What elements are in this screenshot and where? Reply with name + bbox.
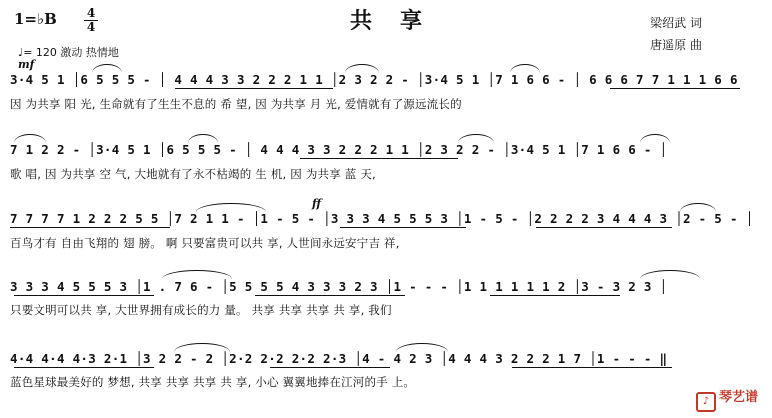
system-5-notes: 4·4 4·4 4·3 2·1 │3 2 2 - 2 │2·2 2·2 2·2 2·3 │4 - 4 2 3 │4 4 4 3 2 2 2 1 7 │1 - - - ‖ bbox=[10, 351, 668, 366]
slur bbox=[188, 134, 218, 143]
system-3-notes: 7 7 7 7 1 2 2 2 5 5 │7 2 1 1 - │1 - 5 - │3 3 3 4 5 5 5 3 │1 - 5 - │2 2 2 2 3 4 4 4 3 │2 - 5 - │ bbox=[10, 211, 754, 226]
meter-bottom: 4 bbox=[86, 20, 96, 34]
slur bbox=[345, 64, 379, 73]
dynamic-mf: mf bbox=[18, 58, 35, 71]
slur bbox=[396, 343, 448, 352]
meter-top: 4 bbox=[86, 6, 96, 20]
key-signature: 1=♭B bbox=[14, 10, 57, 28]
beam-underline bbox=[610, 88, 740, 89]
slur bbox=[162, 270, 232, 279]
beam-underline bbox=[490, 295, 620, 296]
song-title: 共享 bbox=[349, 9, 450, 34]
slur bbox=[174, 343, 230, 352]
system-2-notes: 7 1 2 2 - │3·4 5 1 │6 5 5 5 - │ 4 4 4 3 3 2 2 2 1 1 │2 3 2 2 - │3·4 5 1 │7 1 6 6 - │ bbox=[10, 142, 668, 157]
slur bbox=[92, 64, 122, 73]
dynamic-ff: ff bbox=[312, 197, 322, 210]
slur bbox=[680, 203, 716, 212]
lyricist-credit: 梁绍武 词 bbox=[650, 16, 702, 30]
slur bbox=[196, 203, 266, 212]
beam-underline bbox=[536, 227, 672, 228]
beam-underline bbox=[175, 88, 333, 89]
system-5-lyrics: 蓝色星球最美好的 梦想, 共享 共享 共享 共 享, 小心 翼翼地捧在江河的手 上。 bbox=[10, 375, 416, 389]
system-1-lyrics: 因 为共享 阳 光, 生命就有了生生不息的 希 望, 因 为共享 月 光, 爱情就有了源远流长的 bbox=[10, 97, 462, 111]
beam-underline bbox=[14, 367, 154, 368]
beam-underline bbox=[270, 367, 390, 368]
system-4-notes: 3 3 3 4 5 5 5 3 │1 . 7 6 - │5 5 5 5 4 3 3 3 2 3 │1 - - - │1 1 1 1 1 1 2 │3 - 3 2 3 │ bbox=[10, 279, 668, 294]
system-1-notes: 3·4 5 1 │6 5 5 5 - │ 4 4 4 3 3 2 2 2 1 1 │2 3 2 2 - │3·4 5 1 │7 1 6 6 - │ 6 6 6 7 7 1 1 1 6 6 bbox=[10, 72, 738, 87]
beam-underline bbox=[255, 295, 405, 296]
composer-credit: 唐遥原 曲 bbox=[650, 38, 702, 52]
watermark-site: 琴艺谱 bbox=[718, 390, 758, 405]
beam-underline bbox=[300, 158, 458, 159]
system-4-lyrics: 只要文明可以共 享, 大世界拥有成长的力 量。 共享 共享 共享 共 享, 我们 bbox=[10, 303, 392, 317]
beam-underline bbox=[340, 227, 466, 228]
slur bbox=[510, 64, 540, 73]
beam-underline bbox=[14, 295, 154, 296]
system-2-lyrics: 歌 唱, 因 为共享 空 气, 大地就有了永不枯竭的 生 机, 因 为共享 蓝 天, bbox=[10, 167, 376, 181]
tempo-marking: ♩= 120 激动 热情地 bbox=[18, 46, 119, 59]
system-3-lyrics: 百鸟才有 自由飞翔的 翅 膀。 啊 只要富贵可以共 享, 人世间永远安宁吉 祥, bbox=[10, 236, 400, 250]
slur bbox=[640, 134, 670, 143]
music-note-logo-icon: ♪ bbox=[696, 392, 716, 412]
watermark bbox=[696, 386, 758, 412]
slur bbox=[640, 270, 700, 279]
beam-underline bbox=[10, 227, 170, 228]
slur bbox=[458, 134, 494, 143]
slur bbox=[14, 134, 46, 143]
beam-underline bbox=[512, 367, 672, 368]
